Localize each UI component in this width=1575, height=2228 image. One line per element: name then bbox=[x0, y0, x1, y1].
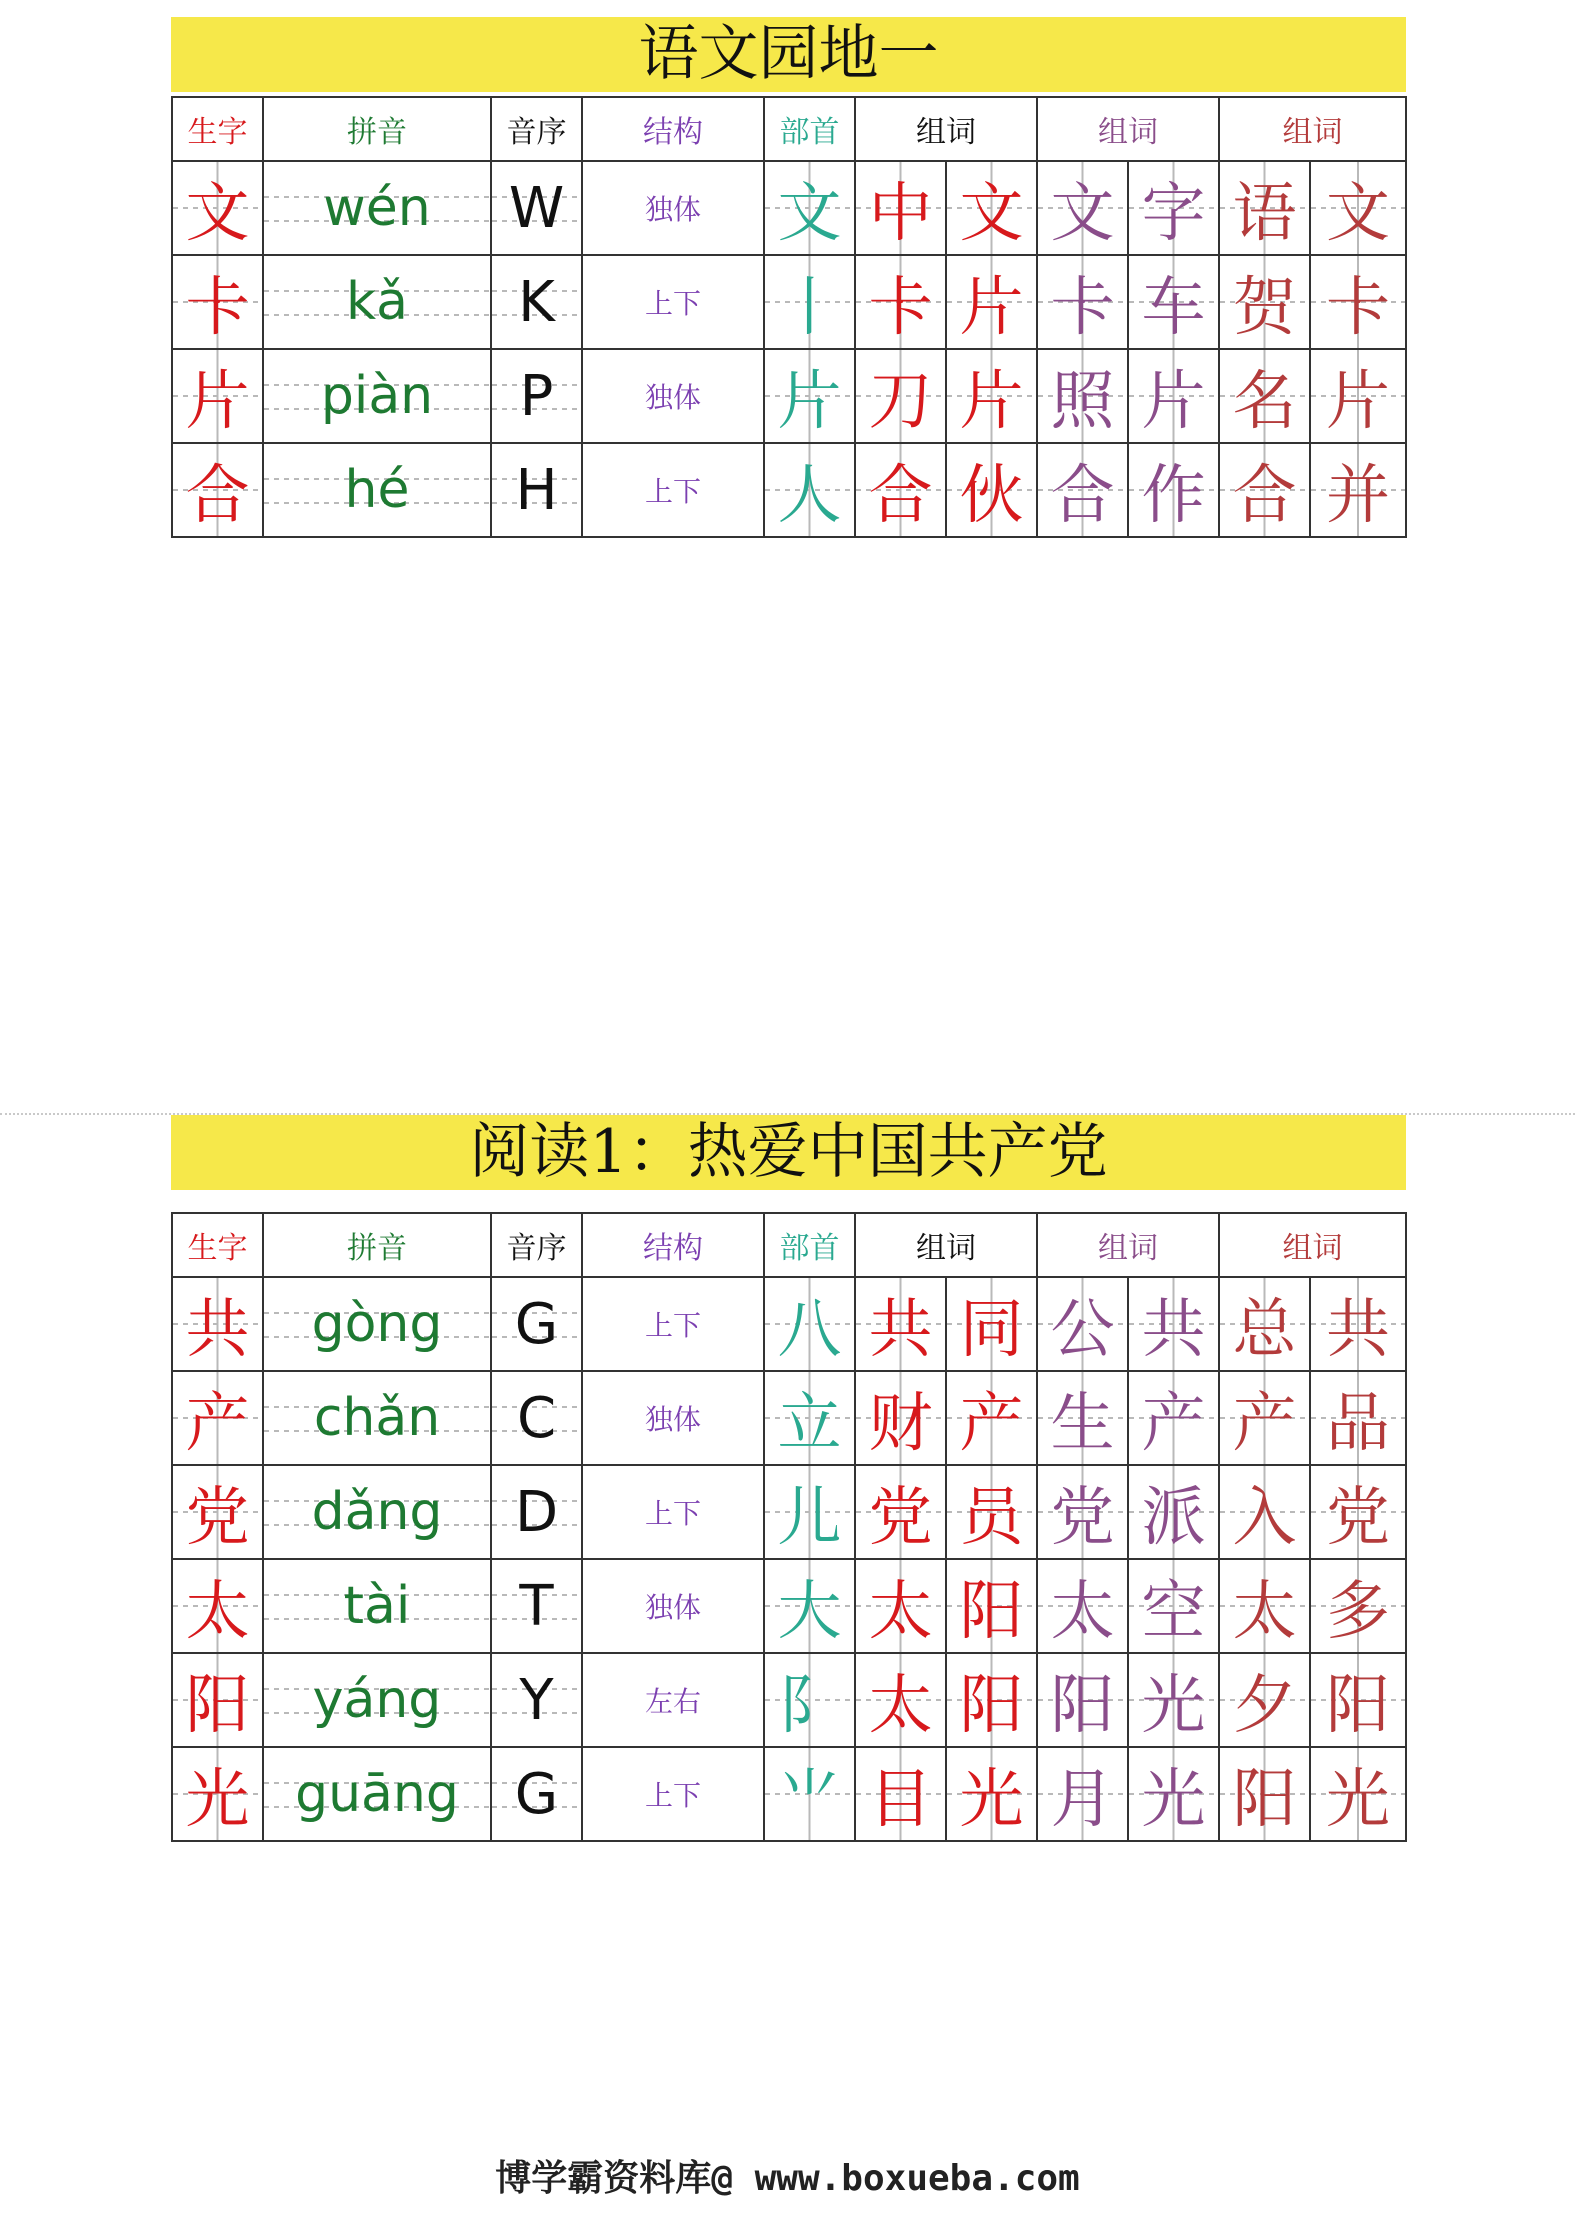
word-char: 中 bbox=[855, 161, 946, 255]
word-char: 光 bbox=[946, 1747, 1037, 1841]
word-char: 名 bbox=[1219, 349, 1310, 443]
structure: 独体 bbox=[582, 349, 764, 443]
new-char: 卡 bbox=[172, 255, 263, 349]
structure: 上下 bbox=[582, 1277, 764, 1371]
pinyin: chǎn bbox=[263, 1371, 491, 1465]
word-char: 片 bbox=[946, 255, 1037, 349]
word-char: 空 bbox=[1128, 1559, 1219, 1653]
radical: 人 bbox=[764, 443, 855, 537]
structure: 上下 bbox=[582, 1465, 764, 1559]
word-char: 并 bbox=[1310, 443, 1406, 537]
radical: 儿 bbox=[764, 1465, 855, 1559]
word-char: 产 bbox=[1219, 1371, 1310, 1465]
word-char: 党 bbox=[855, 1465, 946, 1559]
word-char: 产 bbox=[946, 1371, 1037, 1465]
header-structure: 结构 bbox=[582, 97, 764, 161]
new-char: 太 bbox=[172, 1559, 263, 1653]
word-char: 合 bbox=[1037, 443, 1128, 537]
word-char: 伙 bbox=[946, 443, 1037, 537]
structure: 独体 bbox=[582, 161, 764, 255]
word-char: 片 bbox=[1310, 349, 1406, 443]
new-char: 合 bbox=[172, 443, 263, 537]
new-char: 共 bbox=[172, 1277, 263, 1371]
structure: 独体 bbox=[582, 1559, 764, 1653]
word-char: 字 bbox=[1128, 161, 1219, 255]
word-char: 派 bbox=[1128, 1465, 1219, 1559]
radical: 丨 bbox=[764, 255, 855, 349]
header-order: 音序 bbox=[491, 97, 582, 161]
radical: 文 bbox=[764, 161, 855, 255]
header-words: 组词 bbox=[855, 97, 1037, 161]
word-char: 财 bbox=[855, 1371, 946, 1465]
word-char: 品 bbox=[1310, 1371, 1406, 1465]
vocab-table bbox=[171, 96, 1407, 538]
word-char: 车 bbox=[1128, 255, 1219, 349]
header-words: 组词 bbox=[1219, 97, 1406, 161]
word-char: 光 bbox=[1128, 1747, 1219, 1841]
sound-order: W bbox=[491, 161, 582, 255]
word-char: 光 bbox=[1128, 1653, 1219, 1747]
word-char: 卡 bbox=[1310, 255, 1406, 349]
word-char: 员 bbox=[946, 1465, 1037, 1559]
table-row bbox=[172, 1277, 1406, 1371]
word-char: 阳 bbox=[1310, 1653, 1406, 1747]
word-char: 卡 bbox=[855, 255, 946, 349]
pinyin: tài bbox=[263, 1559, 491, 1653]
word-char: 照 bbox=[1037, 349, 1128, 443]
pinyin: kǎ bbox=[263, 255, 491, 349]
word-char: 太 bbox=[1037, 1559, 1128, 1653]
new-char: 产 bbox=[172, 1371, 263, 1465]
header-char: 生字 bbox=[172, 97, 263, 161]
word-char: 总 bbox=[1219, 1277, 1310, 1371]
word-char: 文 bbox=[1310, 161, 1406, 255]
word-char: 党 bbox=[1037, 1465, 1128, 1559]
sound-order: G bbox=[491, 1277, 582, 1371]
radical: ⺌ bbox=[764, 1747, 855, 1841]
word-char: 阳 bbox=[946, 1559, 1037, 1653]
sound-order: G bbox=[491, 1747, 582, 1841]
word-char: 共 bbox=[855, 1277, 946, 1371]
word-char: 共 bbox=[1310, 1277, 1406, 1371]
header-words: 组词 bbox=[855, 1213, 1037, 1277]
header-row bbox=[172, 1213, 1406, 1277]
pinyin: gòng bbox=[263, 1277, 491, 1371]
new-char: 党 bbox=[172, 1465, 263, 1559]
table-row bbox=[172, 349, 1406, 443]
word-char: 阳 bbox=[1219, 1747, 1310, 1841]
word-char: 入 bbox=[1219, 1465, 1310, 1559]
word-char: 片 bbox=[1128, 349, 1219, 443]
radical: 大 bbox=[764, 1559, 855, 1653]
header-words: 组词 bbox=[1037, 97, 1219, 161]
word-char: 共 bbox=[1128, 1277, 1219, 1371]
pinyin: wén bbox=[263, 161, 491, 255]
word-char: 月 bbox=[1037, 1747, 1128, 1841]
table-row bbox=[172, 1559, 1406, 1653]
pinyin: dǎng bbox=[263, 1465, 491, 1559]
word-char: 产 bbox=[1128, 1371, 1219, 1465]
structure: 左右 bbox=[582, 1653, 764, 1747]
word-char: 光 bbox=[1310, 1747, 1406, 1841]
footer-watermark: 博学霸资料库@ www.boxueba.com bbox=[495, 2158, 1080, 2199]
header-structure: 结构 bbox=[582, 1213, 764, 1277]
word-char: 多 bbox=[1310, 1559, 1406, 1653]
radical: 立 bbox=[764, 1371, 855, 1465]
structure: 独体 bbox=[582, 1371, 764, 1465]
header-row bbox=[172, 97, 1406, 161]
header-pinyin: 拼音 bbox=[263, 97, 491, 161]
word-char: 夕 bbox=[1219, 1653, 1310, 1747]
word-char: 公 bbox=[1037, 1277, 1128, 1371]
pinyin: guāng bbox=[263, 1747, 491, 1841]
sound-order: Y bbox=[491, 1653, 582, 1747]
header-radical: 部首 bbox=[764, 97, 855, 161]
word-char: 作 bbox=[1128, 443, 1219, 537]
table-row bbox=[172, 255, 1406, 349]
structure: 上下 bbox=[582, 255, 764, 349]
sound-order: P bbox=[491, 349, 582, 443]
header-words: 组词 bbox=[1037, 1213, 1219, 1277]
word-char: 合 bbox=[1219, 443, 1310, 537]
word-char: 党 bbox=[1310, 1465, 1406, 1559]
pinyin: hé bbox=[263, 443, 491, 537]
pinyin: piàn bbox=[263, 349, 491, 443]
pinyin: yáng bbox=[263, 1653, 491, 1747]
section-title: 语文园地一 bbox=[171, 17, 1406, 92]
table-row bbox=[172, 161, 1406, 255]
word-char: 文 bbox=[1037, 161, 1128, 255]
structure: 上下 bbox=[582, 1747, 764, 1841]
vocab-table bbox=[171, 1212, 1407, 1842]
sound-order: C bbox=[491, 1371, 582, 1465]
header-char: 生字 bbox=[172, 1213, 263, 1277]
word-char: 同 bbox=[946, 1277, 1037, 1371]
header-radical: 部首 bbox=[764, 1213, 855, 1277]
new-char: 文 bbox=[172, 161, 263, 255]
section-title: 阅读1：热爱中国共产党 bbox=[171, 1115, 1406, 1190]
word-char: 文 bbox=[946, 161, 1037, 255]
new-char: 光 bbox=[172, 1747, 263, 1841]
word-char: 卡 bbox=[1037, 255, 1128, 349]
word-char: 片 bbox=[946, 349, 1037, 443]
table-row bbox=[172, 1371, 1406, 1465]
word-char: 合 bbox=[855, 443, 946, 537]
word-char: 太 bbox=[855, 1653, 946, 1747]
word-char: 生 bbox=[1037, 1371, 1128, 1465]
radical: 阝 bbox=[764, 1653, 855, 1747]
sound-order: K bbox=[491, 255, 582, 349]
word-char: 太 bbox=[855, 1559, 946, 1653]
word-char: 阳 bbox=[1037, 1653, 1128, 1747]
sound-order: H bbox=[491, 443, 582, 537]
new-char: 片 bbox=[172, 349, 263, 443]
word-char: 太 bbox=[1219, 1559, 1310, 1653]
header-order: 音序 bbox=[491, 1213, 582, 1277]
word-char: 贺 bbox=[1219, 255, 1310, 349]
radical: 八 bbox=[764, 1277, 855, 1371]
table-row bbox=[172, 1465, 1406, 1559]
table-row bbox=[172, 443, 1406, 537]
word-char: 目 bbox=[855, 1747, 946, 1841]
table-row bbox=[172, 1653, 1406, 1747]
sound-order: T bbox=[491, 1559, 582, 1653]
structure: 上下 bbox=[582, 443, 764, 537]
header-pinyin: 拼音 bbox=[263, 1213, 491, 1277]
word-char: 刀 bbox=[855, 349, 946, 443]
radical: 片 bbox=[764, 349, 855, 443]
new-char: 阳 bbox=[172, 1653, 263, 1747]
word-char: 语 bbox=[1219, 161, 1310, 255]
table-row bbox=[172, 1747, 1406, 1841]
header-words: 组词 bbox=[1219, 1213, 1406, 1277]
sound-order: D bbox=[491, 1465, 582, 1559]
word-char: 阳 bbox=[946, 1653, 1037, 1747]
